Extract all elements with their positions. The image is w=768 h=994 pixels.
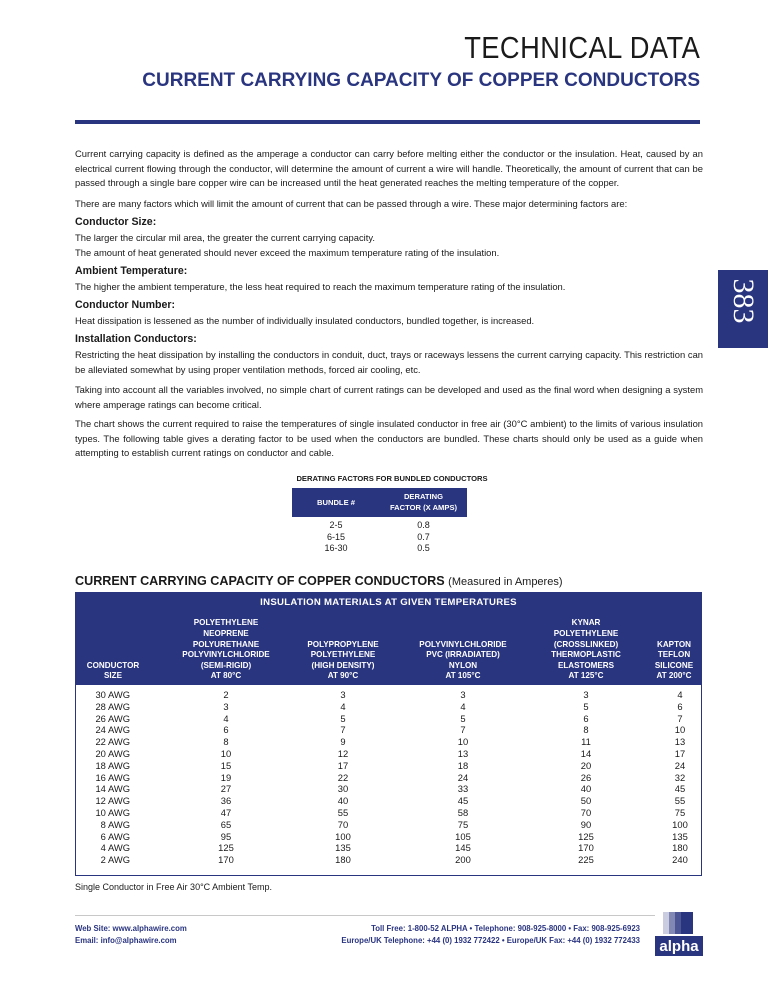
ampacity-cell: 65 [220, 818, 232, 830]
capacity-col-header-line: KAPTON [656, 639, 692, 649]
capacity-row [76, 831, 701, 843]
ampacity-cell: 8 [223, 736, 229, 748]
ampacity-cell: 10 [674, 724, 686, 736]
ampacity-cell: 7 [340, 724, 346, 736]
ampacity-cell: 125 [578, 830, 594, 842]
conductor-size-cell: 20 AWG [95, 748, 130, 759]
derating-bundle-cell: 2-5 [329, 520, 343, 530]
ampacity-cell: 17 [337, 759, 349, 771]
ampacity-cell: 6 [223, 724, 229, 736]
ampacity-cell: 3 [223, 700, 229, 712]
derating-col-bundle: BUNDLE # [317, 498, 355, 507]
capacity-row [76, 701, 701, 713]
ampacity-cell: 70 [337, 818, 349, 830]
derating-row [292, 532, 467, 544]
ampacity-cell: 5 [583, 700, 589, 712]
capacity-col-header-line: (HIGH DENSITY) [311, 660, 375, 670]
factor-text-conductor-size: The larger the circular mil area, the greater the current carrying capacity. The amount of heat generated should never exceed the maximum temperature rating of the insulation. [75, 232, 500, 258]
derating-bundle-cell: 6-15 [326, 531, 345, 542]
ampacity-cell: 70 [580, 807, 592, 818]
conductor-size-cell: 16 AWG [95, 771, 130, 783]
ampacity-cell: 3 [340, 689, 346, 700]
capacity-col-header-line: THERMOPLASTIC [551, 650, 621, 660]
ampacity-cell: 36 [220, 795, 232, 807]
capacity-col-header-line: AT 200°C [656, 671, 692, 681]
capacity-col-header-line: POLYETHYLENE [310, 650, 376, 660]
derating-row [292, 543, 467, 555]
conductor-size-cell: 8 AWG [100, 818, 130, 830]
ampacity-cell: 145 [455, 842, 471, 854]
derating-col-factor-line1: DERATING [403, 492, 444, 501]
derating-col-factor-line2: FACTOR (X AMPS) [389, 503, 458, 512]
capacity-footnote: Single Conductor in Free Air 30°C Ambient Temp. [75, 882, 273, 892]
ampacity-cell: 19 [220, 771, 232, 783]
capacity-row [76, 724, 701, 736]
ampacity-cell: 10 [457, 736, 469, 748]
ampacity-cell: 12 [337, 748, 349, 759]
ampacity-cell: 90 [580, 818, 592, 830]
capacity-row [76, 713, 701, 725]
ampacity-cell: 9 [340, 736, 346, 748]
ampacity-cell: 40 [580, 783, 592, 795]
capacity-col-header-line: AT 105°C [445, 671, 481, 681]
ampacity-cell: 105 [455, 830, 471, 842]
capacity-col-header-line: POLYURETHANE [192, 639, 260, 649]
ampacity-cell: 180 [335, 854, 351, 866]
ampacity-cell: 32 [674, 771, 686, 783]
footer-phones-us: Toll Free: 1-800-52 ALPHA • Telephone: 908-925-8000 • Fax: 908-925-6923 [371, 924, 640, 933]
closing-paragraph-1: Taking into account all the variables involved, no simple chart of current ratings can be developed and used as the final word when designing a system where amperage ratings can become critical. [75, 384, 703, 410]
footer-email[interactable]: Email: info@alphawire.com [75, 936, 177, 945]
ampacity-cell: 58 [457, 807, 469, 818]
factor-heading-conductor-size: Conductor Size: [75, 216, 157, 228]
conductor-size-cell: 28 AWG [95, 700, 130, 712]
conductor-size-cell: 26 AWG [95, 712, 130, 724]
capacity-row [76, 772, 701, 784]
conductor-size-cell: 18 AWG [95, 759, 130, 771]
capacity-row [76, 760, 701, 772]
capacity-col-header-line: AT 80°C [210, 671, 242, 681]
ampacity-cell: 22 [337, 771, 349, 783]
ampacity-cell: 45 [674, 783, 686, 795]
capacity-col-header-line: POLYPROPYLENE [307, 639, 379, 649]
capacity-col-header-line: CONDUCTOR [86, 660, 140, 670]
ampacity-cell: 15 [220, 759, 232, 771]
conductor-size-cell: 22 AWG [95, 736, 130, 748]
ampacity-cell: 100 [335, 830, 351, 842]
ampacity-cell: 13 [457, 748, 469, 759]
ampacity-cell: 75 [674, 807, 686, 818]
ampacity-cell: 17 [674, 748, 686, 759]
ampacity-cell: 4 [677, 689, 683, 700]
capacity-col-header [403, 640, 523, 682]
capacity-col-header-line: SIZE [104, 671, 122, 681]
ampacity-cell: 10 [220, 748, 232, 759]
factor-heading-conductor-number: Conductor Number: [75, 299, 176, 311]
capacity-row [76, 736, 701, 748]
ampacity-cell: 6 [677, 700, 683, 712]
ampacity-cell: 13 [674, 736, 686, 748]
ampacity-cell: 24 [457, 771, 469, 783]
ampacity-cell: 50 [580, 795, 592, 807]
capacity-col-header [646, 640, 702, 682]
page-subtitle: CURRENT CARRYING CAPACITY OF COPPER CONDUCTORS [142, 70, 700, 91]
derating-factor-cell: 0.5 [417, 543, 430, 553]
factor-heading-installation-conductors: Installation Conductors: [75, 333, 197, 345]
conductor-size-cell: 24 AWG [95, 724, 130, 736]
ampacity-cell: 55 [337, 807, 349, 818]
capacity-col-header-line: POLYVINYLCHLORIDE [182, 650, 270, 660]
footer-website[interactable]: Web Site: www.alphawire.com [75, 924, 187, 933]
capacity-col-header-line: AT 90°C [327, 671, 359, 681]
conductor-size-cell: 4 AWG [100, 842, 130, 854]
ampacity-cell: 240 [672, 854, 688, 866]
capacity-col-header [531, 618, 641, 682]
alpha-logo-mark [655, 910, 703, 956]
capacity-col-header-line: AT 125°C [568, 671, 604, 681]
derating-factor-cell: 0.8 [417, 520, 430, 530]
conductor-size-cell: 12 AWG [95, 795, 130, 807]
derating-table-header [292, 488, 467, 517]
factor-text-installation-conductors: Restricting the heat dissipation by installing the conductors in conduit, duct, trays or raceways lessens the current carrying capacity. This restriction can be alleviated somewhat by using proper ventilation methods, forced air cooling, etc. [75, 349, 703, 375]
capacity-col-header-line: SILICONE [654, 660, 694, 670]
conductor-size-cell: 10 AWG [95, 807, 130, 818]
alpha-logo [655, 910, 703, 956]
ampacity-cell: 180 [672, 842, 688, 854]
ampacity-cell: 6 [583, 712, 589, 724]
ampacity-cell: 45 [457, 795, 469, 807]
capacity-table [75, 592, 702, 876]
capacity-col-header-line: POLYVINYLCHLORIDE [419, 639, 507, 649]
ampacity-cell: 4 [223, 712, 229, 724]
capacity-row [76, 807, 701, 819]
ampacity-cell: 3 [583, 689, 589, 700]
conductor-size-cell: 2 AWG [100, 854, 130, 866]
capacity-col-header [166, 618, 286, 682]
ampacity-cell: 4 [340, 700, 346, 712]
conductor-size-cell: 14 AWG [95, 783, 130, 795]
capacity-row [76, 842, 701, 854]
ampacity-cell: 47 [220, 807, 232, 818]
ampacity-cell: 135 [672, 830, 688, 842]
ampacity-cell: 14 [580, 748, 592, 759]
ampacity-cell: 75 [457, 818, 469, 830]
capacity-col-header-line: TEFLON [657, 650, 691, 660]
ampacity-cell: 40 [337, 795, 349, 807]
capacity-table-header [76, 593, 701, 685]
intro-paragraph-1: Current carrying capacity is defined as the amperage a conductor can carry before melting either the conductor or the insulation. Heat, caused by an electrical current flowing through the conductor, will determine the amount of current a wire will handle. Theoretically, the amount of current that can be passed through a single bare copper wire can be increased until the heat generated reaches the melting temperature of the copper. [75, 148, 703, 188]
capacity-row [76, 795, 701, 807]
alpha-logo-text: alpha [659, 938, 699, 955]
capacity-col-header-line: (CROSSLINKED) [553, 639, 619, 649]
capacity-row [76, 748, 701, 760]
conductor-size-cell: 6 AWG [100, 830, 130, 842]
derating-table-title: DERATING FACTORS FOR BUNDLED CONDUCTORS [296, 474, 488, 483]
factor-heading-ambient-temperature: Ambient Temperature: [75, 265, 188, 277]
ampacity-cell: 135 [335, 842, 351, 854]
factor-text-conductor-number: Heat dissipation is lessened as the number of individually insulated conductors, bundled together, is increased. [75, 315, 535, 326]
ampacity-cell: 11 [581, 736, 591, 748]
capacity-col-header-line: POLYETHYLENE [553, 629, 619, 639]
capacity-row [76, 783, 701, 795]
capacity-col-header-line: PVC (IRRADIATED) [426, 650, 500, 660]
footer-rule [75, 915, 685, 916]
capacity-col-header-line: (SEMI-RIGID) [200, 660, 252, 670]
ampacity-cell: 18 [457, 759, 469, 771]
derating-table-body [292, 520, 467, 555]
derating-factor-cell: 0.7 [417, 531, 430, 542]
derating-bundle-cell: 16-30 [324, 543, 348, 553]
ampacity-cell: 20 [580, 759, 592, 771]
ampacity-cell: 170 [218, 854, 234, 866]
ampacity-cell: 30 [337, 783, 349, 795]
capacity-col-header [76, 661, 150, 682]
ampacity-cell: 2 [223, 689, 229, 700]
capacity-col-header [288, 640, 398, 682]
capacity-col-header-line: ELASTOMERS [557, 660, 615, 670]
capacity-col-header-line: POLYETHYLENE [193, 618, 259, 628]
ampacity-cell: 26 [580, 771, 592, 783]
page-title: TECHNICAL DATA [463, 30, 700, 65]
ampacity-cell: 27 [220, 783, 232, 795]
ampacity-cell: 125 [218, 842, 234, 854]
ampacity-cell: 200 [455, 854, 471, 866]
ampacity-cell: 7 [460, 724, 466, 736]
ampacity-cell: 225 [578, 854, 594, 866]
capacity-table-title [75, 574, 563, 588]
footer-phones-eu: Europe/UK Telephone: +44 (0) 1932 772422 • Europe/UK Fax: +44 (0) 1932 772433 [341, 936, 640, 945]
ampacity-cell: 24 [674, 759, 686, 771]
capacity-title-note: (Measured in Amperes) [448, 576, 563, 588]
conductor-size-cell: 30 AWG [95, 689, 130, 700]
ampacity-cell: 5 [460, 712, 466, 724]
capacity-col-header-line: NEOPRENE [203, 629, 249, 639]
capacity-col-header-line: KYNAR [571, 618, 601, 628]
derating-row [292, 520, 467, 532]
ampacity-cell: 33 [457, 783, 469, 795]
factor-text-ambient-temperature: The higher the ambient temperature, the less heat required to reach the maximum temperature rating of the insulation. [75, 281, 566, 292]
ampacity-cell: 95 [220, 830, 232, 842]
capacity-row [76, 819, 701, 831]
ampacity-cell: 7 [677, 712, 683, 724]
closing-paragraph-2: The chart shows the current required to raise the temperatures of single insulated conductor in free air (30°C ambient) to the limits of various insulation types. The following table gives a derating factor to be used when the conductors are bundled. These charts should only be used as a guide when attempting to establish current ratings on conductor and cable. [75, 418, 703, 458]
capacity-col-header-line: NYLON [448, 660, 478, 670]
ampacity-cell: 170 [578, 842, 594, 854]
ampacity-cell: 5 [340, 712, 346, 724]
ampacity-cell: 8 [583, 724, 589, 736]
header-rule [75, 120, 700, 124]
intro-paragraph-2: There are many factors which will limit the amount of current that can be passed through a wire. These major determining factors are: [75, 198, 628, 209]
ampacity-cell: 4 [460, 700, 466, 712]
insulation-materials-header: INSULATION MATERIALS AT GIVEN TEMPERATURES [260, 597, 517, 608]
ampacity-cell: 3 [460, 689, 466, 700]
ampacity-cell: 100 [672, 818, 688, 830]
capacity-row [76, 854, 701, 866]
capacity-row [76, 689, 701, 701]
capacity-title-text: CURRENT CARRYING CAPACITY OF COPPER CONDUCTORS [75, 574, 445, 588]
ampacity-cell: 55 [674, 795, 686, 807]
page-number: 383 [727, 278, 760, 324]
